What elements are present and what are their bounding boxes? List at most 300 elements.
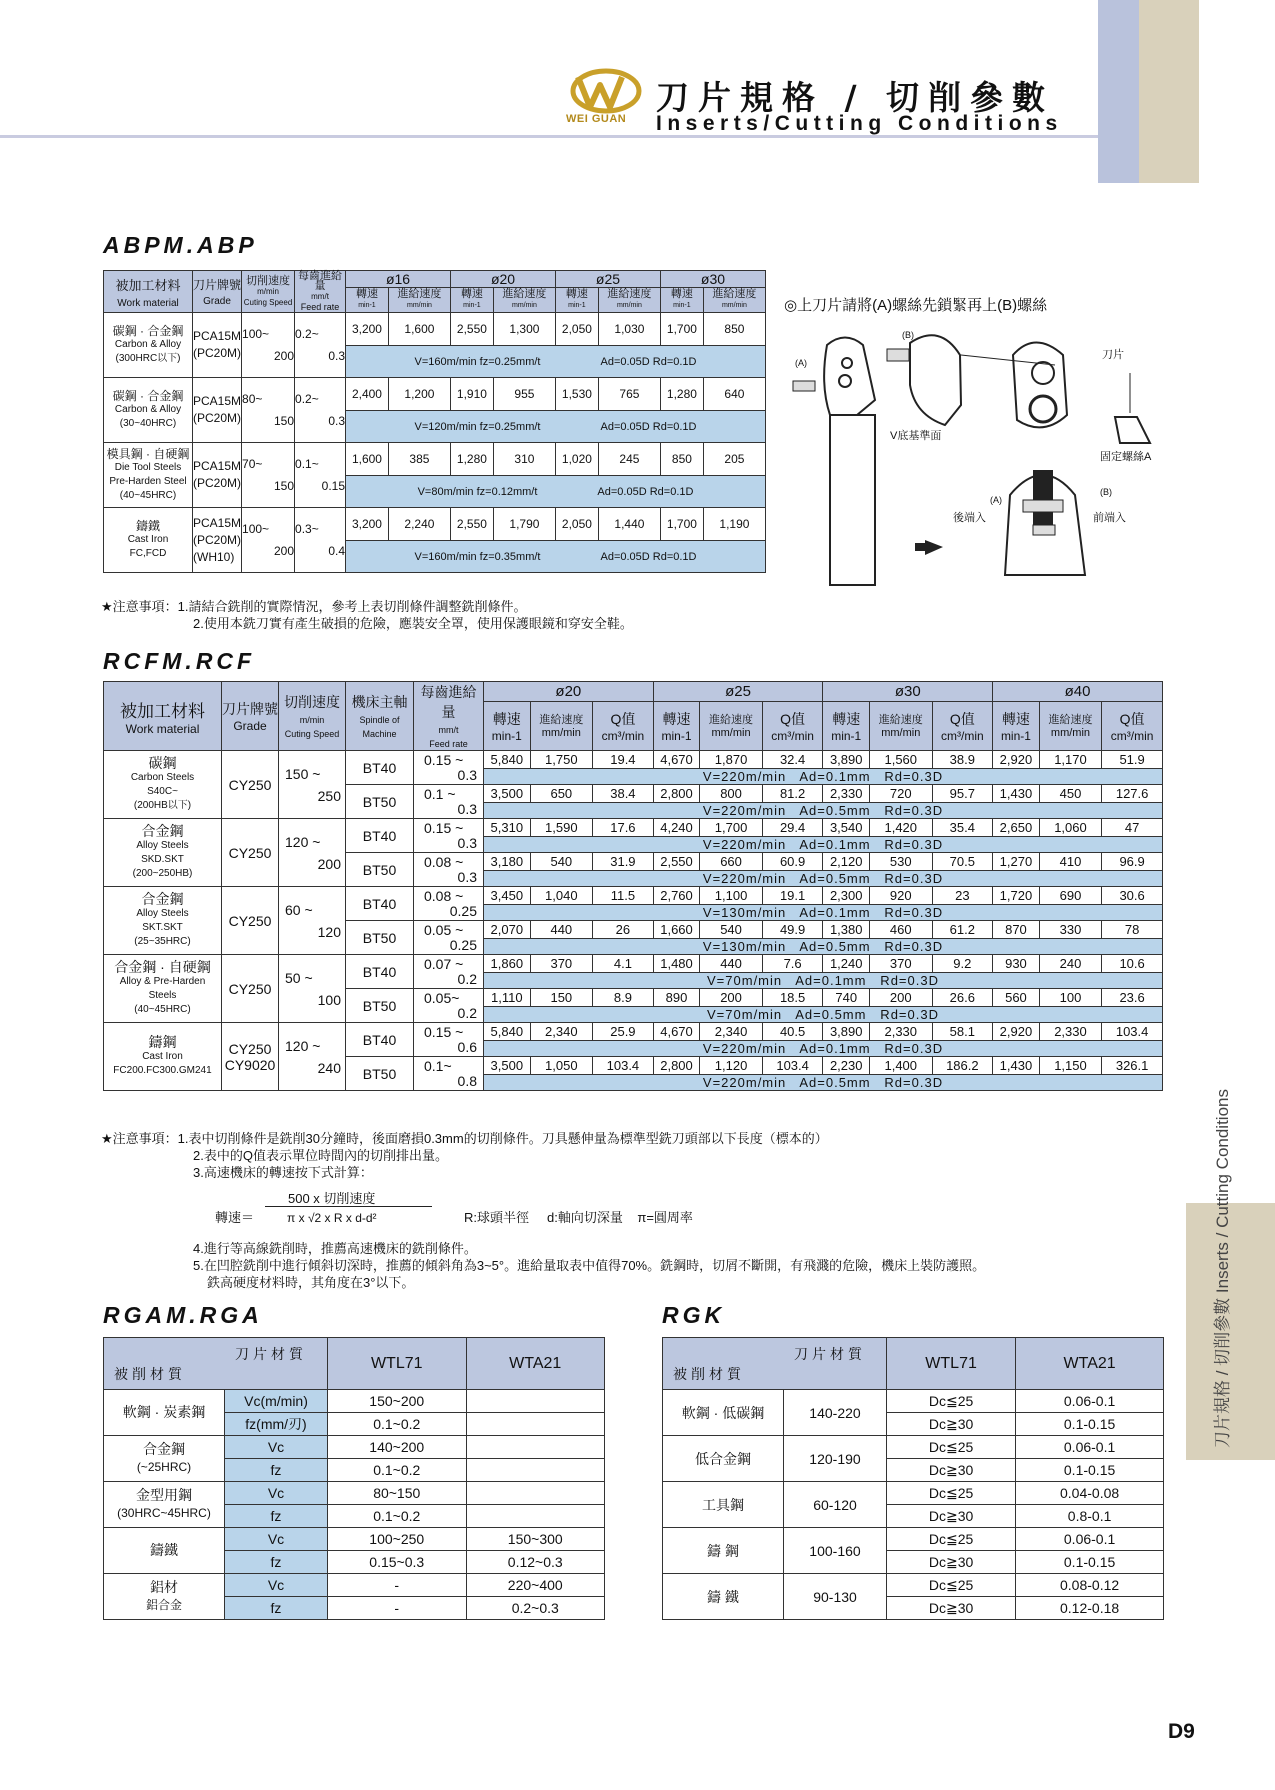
grade-cell: CY250 [222,819,279,887]
conditions-cell: V=70m/min Ad=0.1mm Rd=0.3D [484,973,1163,989]
value-cell: 5,840 [484,1023,531,1041]
value-cell: 955 [493,378,555,411]
material-cell: 軟鋼 · 炭素鋼 [104,1390,225,1436]
value-cell: 1,270 [993,853,1040,871]
value-cell: 2,550 [451,313,494,346]
value-cell: 127.6 [1102,785,1163,803]
grade-cell: CY250 [222,751,279,819]
header-diameter: ø30 [660,271,765,288]
notes-1-lead: ★注意事項： [101,599,178,614]
param-cell: Vc [225,1574,328,1597]
param-cell: Vc [225,1482,328,1505]
value-cell: 1,030 [598,313,660,346]
value-cell [466,1390,605,1413]
value-cell: 3,500 [484,785,531,803]
formula-legend: R:球頭半徑 d:軸向切深量 π=圓周率 [464,1210,693,1225]
value-cell: 2,330 [870,1023,933,1041]
conditions-cell: V=220m/min Ad=0.5mm Rd=0.3D [484,871,1163,887]
header-speed: 切削速度 m/min Cuting Speed [242,271,295,313]
value-cell: 1,060 [1039,819,1102,837]
header-rpm: 轉速 min-1 [660,288,703,313]
page-number: D9 [1168,1720,1195,1743]
value-cell: 10.6 [1102,955,1163,973]
feed-cell: 0.08 ~ 0.25 [414,887,484,921]
header-material: 被加工材料 Work material [104,682,222,751]
value-cell: 140~200 [328,1436,467,1459]
dc-cell: Dc≧30 [887,1597,1016,1620]
feed-cell: 0.1~ 0.8 [414,1057,484,1091]
speed-cell: 120 ~ 240 [279,1023,346,1091]
value-cell [466,1436,605,1459]
notes-1-item: 1.請結合銑削的實際情況，參考上表切削條件調整銑削條件。 [177,599,527,614]
value-cell: 220~400 [466,1574,605,1597]
notes-2-item: 1.表中切削條件是銑削30分鐘時，後面磨損0.3mm的切削條件。刀具懸伸量為標準型銑刀頭部以下長度（標本的） [177,1131,828,1146]
value-cell: 18.5 [762,989,823,1007]
value-cell: 40.5 [762,1023,823,1041]
header-diameter: ø20 [451,271,556,288]
conditions-cell: V=220m/min Ad=0.1mm Rd=0.3D [484,769,1163,785]
value-cell: 19.1 [762,887,823,905]
speed-cell: 120 ~ 200 [279,819,346,887]
diagram-label-vbase: V底基準面 [890,430,942,442]
value-cell: 370 [870,955,933,973]
value-cell: 540 [530,853,593,871]
value-cell: 70.5 [932,853,993,871]
value-cell: 870 [993,921,1040,939]
value-cell: 2,550 [653,853,700,871]
value-cell: 30.6 [1102,887,1163,905]
value-cell [466,1505,605,1528]
material-cell: 鑄鐵 [104,1528,225,1574]
value-cell: 80~150 [328,1482,467,1505]
value-cell: 1,420 [870,819,933,837]
value-cell: 660 [700,853,763,871]
value-cell: 800 [700,785,763,803]
value-cell: 2,050 [556,313,599,346]
value-cell: 38.9 [932,751,993,769]
value-cell: 440 [530,921,593,939]
header-spindle: 機床主軸 Spindle of Machine [346,682,414,751]
value-cell: 0.1-0.15 [1016,1413,1164,1436]
value-cell: 25.9 [593,1023,654,1041]
value-cell [466,1459,605,1482]
material-cell: 鑄 鐵 [663,1574,784,1620]
value-cell: 850 [703,313,765,346]
hardness-cell: 60-120 [784,1482,887,1528]
rgk-table [662,1337,1164,1620]
dc-cell: Dc≧30 [887,1459,1016,1482]
value-cell: 2,800 [653,1057,700,1075]
corner-tab-blue [1098,0,1139,183]
value-cell: 26 [593,921,654,939]
value-cell: 49.9 [762,921,823,939]
hardness-cell: 90-130 [784,1574,887,1620]
value-cell: 1,700 [660,508,703,541]
value-cell: 920 [870,887,933,905]
value-cell: 0.12-0.18 [1016,1597,1164,1620]
header-diameter: ø16 [346,271,451,288]
value-cell: 330 [1039,921,1102,939]
value-cell: 5,310 [484,819,531,837]
value-cell: 51.9 [1102,751,1163,769]
value-cell: 1,790 [493,508,555,541]
feed-cell: 0.07 ~ 0.2 [414,955,484,989]
value-cell: 0.1~0.2 [328,1505,467,1528]
value-cell: 0.12~0.3 [466,1551,605,1574]
value-cell: 2,760 [653,887,700,905]
header-feed-speed: 進給速度 mm/min [530,702,593,751]
value-cell: 1,110 [484,989,531,1007]
header-q: Q值 cm³/min [932,702,993,751]
notes-1 [101,598,633,632]
value-cell: 530 [870,853,933,871]
value-cell: 35.4 [932,819,993,837]
notes-2-item: 2.表中的Q值表示單位時間內的切削排出量。 [193,1148,448,1163]
feed-cell: 0.3~ 0.4 [295,508,346,573]
header-feed-speed: 進給速度 mm/min [700,702,763,751]
hardness-cell: 100-160 [784,1528,887,1574]
feed-cell: 0.05 ~ 0.25 [414,921,484,955]
value-cell: 690 [1039,887,1102,905]
value-cell: 17.6 [593,819,654,837]
diagram-label-b: (B) [902,330,914,340]
value-cell: 740 [823,989,870,1007]
value-cell: 0.1~0.2 [328,1413,467,1436]
grade-cell: CY250 [222,955,279,1023]
header-feed-speed: 進給速度 mm/min [493,288,555,313]
value-cell: 1,280 [451,443,494,476]
value-cell: 1,120 [700,1057,763,1075]
value-cell: 890 [653,989,700,1007]
value-cell: 100 [1039,989,1102,1007]
feed-cell: 0.2~ 0.3 [295,378,346,443]
header-rpm: 轉速 min-1 [346,288,389,313]
speed-cell: 60 ~ 120 [279,887,346,955]
param-cell: Vc [225,1436,328,1459]
material-cell: 鑄鋼 Cast Iron FC200.FC300.GM241 [104,1023,222,1091]
header-grade-col: WTL71 [887,1338,1016,1390]
value-cell: 2,330 [823,785,870,803]
value-cell: 5,840 [484,751,531,769]
value-cell: 2,070 [484,921,531,939]
speed-cell: 70~ 150 [242,443,295,508]
abpm-title: ABPM.ABP [103,232,258,258]
header-diameter: ø30 [823,682,993,702]
value-cell: 450 [1039,785,1102,803]
formula-numerator: 500 x 切削速度 [288,1191,376,1206]
feed-cell: 0.15 ~ 0.6 [414,1023,484,1057]
value-cell: 200 [700,989,763,1007]
dc-cell: Dc≦25 [887,1436,1016,1459]
param-cell: fz [225,1459,328,1482]
value-cell: 370 [530,955,593,973]
value-cell: 1,100 [700,887,763,905]
spindle-cell: BT40 [346,887,414,921]
value-cell: 2,920 [993,1023,1040,1041]
feed-cell: 0.15 ~ 0.3 [414,819,484,853]
value-cell: 0.1-0.15 [1016,1459,1164,1482]
material-cell: 鑄 鋼 [663,1528,784,1574]
notes-1-item: 2.使用本銑刀實有產生破損的危險，應裝安全罩，使用保護眼鏡和穿安全鞋。 [193,616,633,631]
value-cell: 7.6 [762,955,823,973]
header-grade-col: WTL71 [328,1338,467,1390]
diagram-label-a2: (A) [990,495,1002,505]
notes-2-item: 3.高速機床的轉速按下式計算： [193,1165,373,1180]
dc-cell: Dc≧30 [887,1551,1016,1574]
value-cell: 3,200 [346,508,389,541]
header-feed: 每齒進給量 mm/t Feed rate [414,682,484,751]
rcfm-table [103,681,1163,1091]
value-cell: 103.4 [1102,1023,1163,1041]
material-cell: 低合金鋼 [663,1436,784,1482]
param-cell: Vc(m/min) [225,1390,328,1413]
grade-cell: CY250 [222,887,279,955]
value-cell: 186.2 [932,1057,993,1075]
value-cell: 1,720 [993,887,1040,905]
value-cell [466,1413,605,1436]
value-cell [466,1482,605,1505]
value-cell: 1,700 [660,313,703,346]
value-cell: 1,280 [660,378,703,411]
header-rpm: 轉速 min-1 [451,288,494,313]
conditions-cell: V=130m/min Ad=0.1mm Rd=0.3D [484,905,1163,921]
spindle-cell: BT40 [346,751,414,785]
conditions-cell: V=220m/min Ad=0.5mm Rd=0.3D [484,1075,1163,1091]
value-cell: 150~200 [328,1390,467,1413]
value-cell: 1,150 [1039,1057,1102,1075]
speed-cell: 50 ~ 100 [279,955,346,1023]
value-cell: 2,300 [823,887,870,905]
header-feed-speed: 進給速度 mm/min [870,702,933,751]
value-cell: 1,300 [493,313,555,346]
notes-2-item: 4.進行等高線銑削時，推薦高速機床的銑削條件。 [193,1241,477,1256]
value-cell: 60.9 [762,853,823,871]
notes-2 [101,1130,828,1181]
value-cell: 1,700 [700,819,763,837]
value-cell: 29.4 [762,819,823,837]
value-cell: 3,540 [823,819,870,837]
value-cell: 930 [993,955,1040,973]
header-diameter: ø25 [556,271,661,288]
value-cell: 3,450 [484,887,531,905]
diagram-label-insert: 刀片 [1102,349,1124,361]
dc-cell: Dc≦25 [887,1528,1016,1551]
value-cell: - [328,1574,467,1597]
value-cell: 1,380 [823,921,870,939]
formula-bar [265,1206,432,1207]
header-rpm: 轉速 min-1 [993,702,1040,751]
value-cell: 245 [598,443,660,476]
header-feed-speed: 進給速度 mm/min [388,288,450,313]
value-cell: 3,890 [823,1023,870,1041]
value-cell: 1,530 [556,378,599,411]
value-cell: 1,200 [388,378,450,411]
conditions-cell: V=160m/min fz=0.25mm/t Ad=0.05D Rd=0.1D [346,346,766,378]
value-cell: 0.2~0.3 [466,1597,605,1620]
conditions-cell: V=80m/min fz=0.12mm/t Ad=0.05D Rd=0.1D [346,476,766,508]
value-cell: 1,400 [870,1057,933,1075]
feed-cell: 0.2~ 0.3 [295,313,346,378]
value-cell: 1,480 [653,955,700,973]
conditions-cell: V=120m/min fz=0.25mm/t Ad=0.05D Rd=0.1D [346,411,766,443]
value-cell: 1,660 [653,921,700,939]
param-cell: fz(mm/刃) [225,1413,328,1436]
header-diameter: ø20 [484,682,654,702]
header-material: 刀片材質 被削材質 [104,1338,328,1390]
value-cell: 1,560 [870,751,933,769]
value-cell: 1,870 [700,751,763,769]
value-cell: 1,050 [530,1057,593,1075]
material-cell: 碳鋼 Carbon Steels S40C~ (200HB以下) [104,751,222,819]
value-cell: 2,230 [823,1057,870,1075]
value-cell: 1,440 [598,508,660,541]
value-cell: 0.15~0.3 [328,1551,467,1574]
value-cell: 1,600 [346,443,389,476]
dc-cell: Dc≦25 [887,1482,1016,1505]
value-cell: 410 [1039,853,1102,871]
spindle-cell: BT50 [346,1057,414,1091]
speed-cell: 100~ 200 [242,508,295,573]
value-cell: 100~250 [328,1528,467,1551]
material-cell: 碳鋼 · 合金鋼 Carbon & Alloy (30~40HRC) [104,378,193,443]
corner-tab-tan [1139,0,1199,183]
header-grade: 刀片牌號 Grade [193,271,242,313]
value-cell: 0.1~0.2 [328,1459,467,1482]
diagram-label-b2: (B) [1100,487,1112,497]
spindle-cell: BT50 [346,785,414,819]
value-cell: 2,920 [993,751,1040,769]
conditions-cell: V=70m/min Ad=0.5mm Rd=0.3D [484,1007,1163,1023]
weiguan-logo-icon [566,67,642,117]
dc-cell: Dc≧30 [887,1505,1016,1528]
hardness-cell: 120-190 [784,1436,887,1482]
material-cell: 鋁材 鋁合金 [104,1574,225,1620]
value-cell: 0.8-0.1 [1016,1505,1164,1528]
brand-name: WEI GUAN [566,113,627,125]
value-cell: 4,240 [653,819,700,837]
value-cell: 0.06-0.1 [1016,1528,1164,1551]
grade-cell: PCA15M (PC20M) [193,443,242,508]
feed-cell: 0.05~ 0.2 [414,989,484,1023]
feed-cell: 0.1 ~ 0.3 [414,785,484,819]
value-cell: 1,240 [823,955,870,973]
value-cell: 3,180 [484,853,531,871]
rgk-title: RGK [662,1302,726,1328]
header-feed-speed: 進給速度 mm/min [703,288,765,313]
header-q: Q值 cm³/min [593,702,654,751]
material-cell: 工具鋼 [663,1482,784,1528]
grade-cell: PCA15M (PC20M) [193,378,242,443]
value-cell: 1,600 [388,313,450,346]
header-grade-col: WTA21 [1016,1338,1164,1390]
spindle-cell: BT50 [346,853,414,887]
value-cell: 150~300 [466,1528,605,1551]
feed-cell: 0.08 ~ 0.3 [414,853,484,887]
value-cell: 8.9 [593,989,654,1007]
value-cell: 0.1-0.15 [1016,1551,1164,1574]
value-cell: 1,910 [451,378,494,411]
value-cell: 31.9 [593,853,654,871]
diagram-label-front: 前端入 [1093,512,1126,524]
header-feed-speed: 進給速度 mm/min [598,288,660,313]
value-cell: 26.6 [932,989,993,1007]
formula-lhs: 轉速＝ [215,1210,255,1225]
value-cell: 0.08-0.12 [1016,1574,1164,1597]
value-cell: 3,500 [484,1057,531,1075]
abpm-table [103,270,766,573]
grade-cell: PCA15M (PC20M) (WH10) [193,508,242,573]
spindle-cell: BT40 [346,819,414,853]
header-q: Q值 cm³/min [1102,702,1163,751]
value-cell: 32.4 [762,751,823,769]
notes-2b [193,1240,985,1291]
value-cell: 1,170 [1039,751,1102,769]
value-cell: 240 [1039,955,1102,973]
value-cell: 1,040 [530,887,593,905]
dc-cell: Dc≧30 [887,1413,1016,1436]
feed-cell: 0.1~ 0.15 [295,443,346,508]
value-cell: 103.4 [593,1057,654,1075]
header-rpm: 轉速 min-1 [556,288,599,313]
param-cell: fz [225,1505,328,1528]
value-cell: 720 [870,785,933,803]
value-cell: 310 [493,443,555,476]
header-material: 被加工材料 Work material [104,271,193,313]
value-cell: 3,890 [823,751,870,769]
rgam-table [103,1337,605,1620]
value-cell: 1,190 [703,508,765,541]
value-cell: 23 [932,887,993,905]
value-cell: 11.5 [593,887,654,905]
value-cell: 2,400 [346,378,389,411]
page-title-en: Inserts/Cutting Conditions [656,112,1063,135]
header-feed: 每齒進給量 mm/t Feed rate [295,271,346,313]
header-material: 刀片材質 被削材質 [663,1338,887,1390]
value-cell: 9.2 [932,955,993,973]
diagram-caption: ◎上刀片請將(A)螺絲先鎖緊再上(B)螺絲 [784,297,1048,314]
value-cell: 2,050 [556,508,599,541]
param-cell: Vc [225,1528,328,1551]
material-cell: 碳鋼 · 合金鋼 Carbon & Alloy (300HRC以下) [104,313,193,378]
header-grade: 刀片牌號 Grade [222,682,279,751]
header-q: Q值 cm³/min [762,702,823,751]
value-cell: 3,200 [346,313,389,346]
value-cell: 2,240 [388,508,450,541]
value-cell: 0.04-0.08 [1016,1482,1164,1505]
dc-cell: Dc≦25 [887,1390,1016,1413]
feed-cell: 0.15 ~ 0.3 [414,751,484,785]
page-title-zh: 刀片規格 / 切削參數 [656,78,1055,117]
rcfm-title: RCFM.RCF [103,648,256,674]
hardness-cell: 140-220 [784,1390,887,1436]
spindle-cell: BT50 [346,921,414,955]
value-cell: 326.1 [1102,1057,1163,1075]
material-cell: 金型用鋼 (30HRC~45HRC) [104,1482,225,1528]
conditions-cell: V=130m/min Ad=0.5mm Rd=0.3D [484,939,1163,955]
material-cell: 軟鋼 · 低碳鋼 [663,1390,784,1436]
value-cell: 0.06-0.1 [1016,1436,1164,1459]
conditions-cell: V=160m/min fz=0.35mm/t Ad=0.05D Rd=0.1D [346,541,766,573]
dc-cell: Dc≦25 [887,1574,1016,1597]
diagram-label-screw: 固定螺絲A [1100,451,1152,463]
value-cell: 23.6 [1102,989,1163,1007]
diagram-label-a: (A) [795,358,807,368]
value-cell: - [328,1597,467,1620]
value-cell: 1,860 [484,955,531,973]
value-cell: 103.4 [762,1057,823,1075]
spindle-cell: BT40 [346,1023,414,1057]
value-cell: 38.4 [593,785,654,803]
